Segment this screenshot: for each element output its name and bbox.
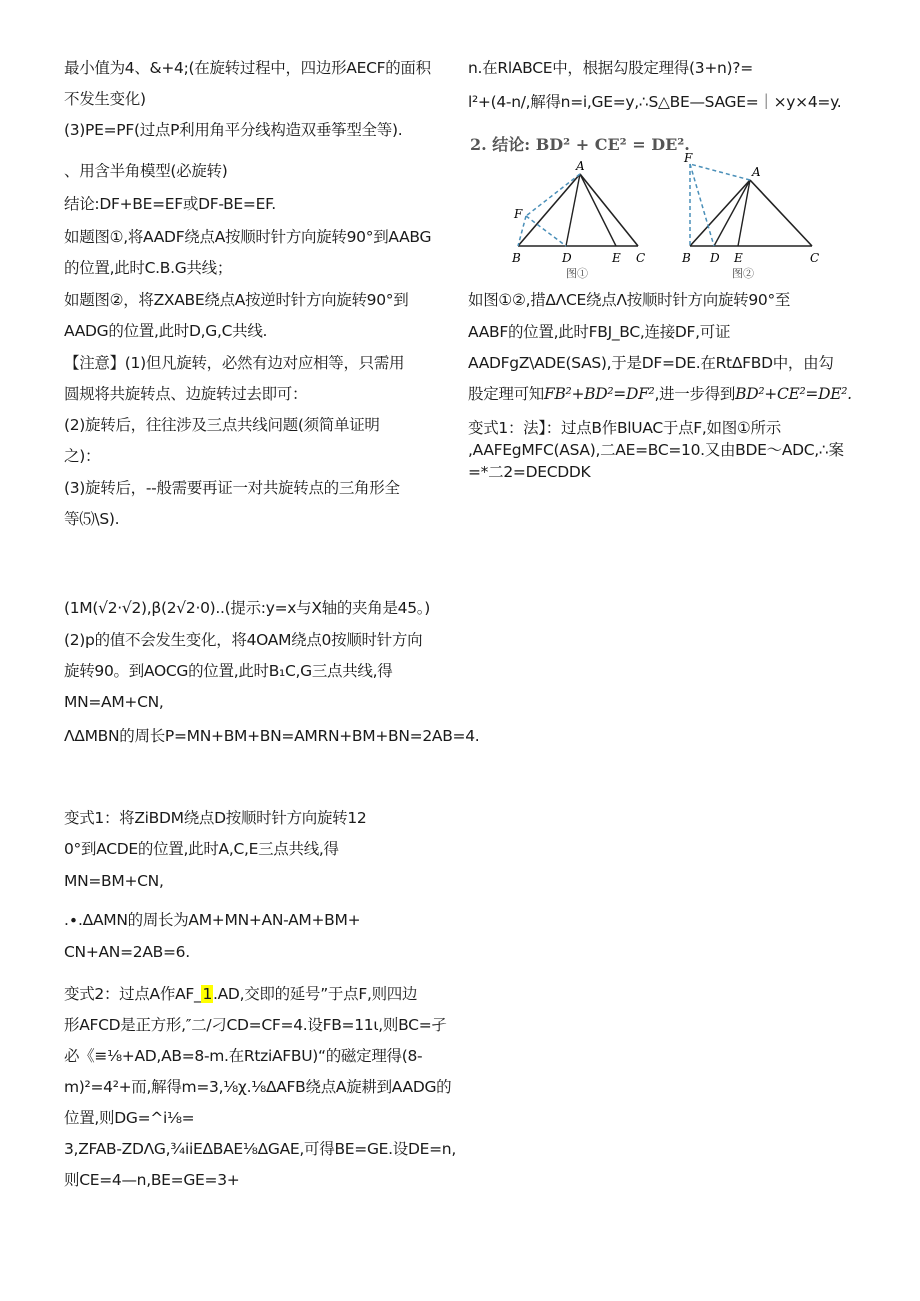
dashed-af bbox=[690, 164, 750, 180]
note-line: 之)： bbox=[64, 447, 101, 465]
point-label: F bbox=[684, 151, 693, 165]
text-line: (1M(√2·√2),β(2√2·0)..(提示:y=x与X轴的夹角是45。) bbox=[64, 599, 430, 617]
point-label: B bbox=[512, 251, 521, 265]
text-line: AABF的位置,此时FBJ_BC,连接DF,可证 bbox=[468, 323, 731, 341]
segment-ae bbox=[580, 174, 616, 246]
text-line: ΛΔMBN的周长P=MN+BM+BN=AMRN+BM+BN=2AB=4. bbox=[64, 727, 480, 745]
formula: BD²+CE²=DE². bbox=[735, 385, 852, 403]
text-segment: ,进一步得到 bbox=[654, 385, 736, 403]
text-segment: .AD,交即的延号”于点F,则四边 bbox=[213, 985, 418, 1003]
point-label: D bbox=[562, 251, 572, 265]
text-line: 变式1：将ZiBDM绕点D按顺时针方向旋转12 bbox=[64, 809, 367, 827]
point-label: B bbox=[682, 251, 691, 265]
figure-heading: 2. 结论: BD² + CE² = DE². bbox=[470, 135, 690, 154]
text-line: (2)p的值不会发生变化，将4OAM绕点0按顺时针方向 bbox=[64, 631, 423, 649]
text-line: 形AFCD是正方形,″二/刁CD=CF=4.设FB=11ι,则BC=孑 bbox=[64, 1016, 447, 1034]
text-line: CN+AN=2AB=6. bbox=[64, 943, 190, 961]
figure-caption: 图② bbox=[732, 267, 754, 280]
text-line: l²+(4-n/,解得n=i,GE=y,∴S△BE—SAGE=｜×y×4=y. bbox=[468, 93, 842, 111]
figure-svg bbox=[468, 128, 824, 280]
text-segment: 股定理可知 bbox=[468, 385, 545, 403]
point-label: F bbox=[514, 207, 523, 221]
text-line: AADFgZ\ADE(SAS),于是DF=DE.在RtΔFBD中，由勾 bbox=[468, 354, 834, 372]
text-line: 如图①②,措ΔΛCE绕点Λ按顺时针方向旋转90°至 bbox=[468, 291, 791, 309]
text-line: AADG的位置,此时D,G,C共线. bbox=[64, 322, 268, 340]
text-line: 的位置,此时C.B.G共线； bbox=[64, 259, 233, 277]
text-line: 结论:DF+BE=EF或DF-BE=EF. bbox=[64, 195, 276, 213]
point-label: E bbox=[612, 251, 621, 265]
formula: FB²+BD²=DF² bbox=[544, 385, 655, 403]
side-ab bbox=[518, 174, 580, 246]
text-line: 位置,则DG=^i⅛= bbox=[64, 1109, 195, 1127]
point-label: C bbox=[636, 251, 646, 265]
section-heading: 、用含半角模型(必旋转) bbox=[64, 162, 228, 180]
text-line: (3)PE=PF(过点P利用角平分线构造双垂筝型全等). bbox=[64, 121, 403, 139]
side-ac bbox=[580, 174, 638, 246]
diagram-2 bbox=[681, 151, 819, 280]
dashed-fd bbox=[526, 216, 566, 246]
text-line: =*二2=DECDDK bbox=[468, 463, 591, 481]
side-ac bbox=[750, 180, 812, 246]
text-line: MN=BM+CN, bbox=[64, 872, 164, 890]
note-line: 【注意】(1)但凡旋转，必然有边对应相等，只需用 bbox=[64, 354, 405, 372]
text-line: n.在RlABCE中，根据勾股定理得(3+n)?= bbox=[468, 59, 753, 77]
diagram-1 bbox=[511, 159, 645, 280]
note-line: (2)旋转后，往往涉及三点共线问题(须简单证明 bbox=[64, 416, 380, 434]
text-line: ,AAFEgMFC(ASA),二AE=BC=10.又由BDE～ADC,∴案 bbox=[468, 441, 844, 459]
text-line: m)²=4²+而,解得m=3,⅛χ.⅛ΔAFB绕点A旋耕到AADG的 bbox=[64, 1078, 452, 1096]
text-line: MN=AM+CN, bbox=[64, 693, 164, 711]
text-line: .∙.ΔAMN的周长为AM+MN+AN-AM+BM+ bbox=[64, 911, 361, 929]
text-line: 旋转90。到AOCG的位置,此时B₁C,G三点共线,得 bbox=[64, 662, 393, 680]
point-label: A bbox=[752, 165, 761, 179]
text-line: 最小值为4、&+4;(在旋转过程中，四边形AECF的面积 bbox=[64, 59, 431, 77]
geometry-figure bbox=[468, 128, 824, 280]
figure-caption: 图① bbox=[566, 267, 588, 280]
note-line: (3)旋转后，--般需要再证一对共旋转点的三角形全 bbox=[64, 479, 400, 497]
note-line: 圆规将共旋转点、边旋转过去即可： bbox=[64, 385, 308, 403]
point-label: C bbox=[810, 251, 820, 265]
text-line: 变式1：法】：过点B作BlUAC于点F,如图①所示 bbox=[468, 419, 781, 437]
text-line: 不发生变化) bbox=[64, 90, 146, 108]
dashed-af bbox=[526, 174, 580, 216]
segment-ad bbox=[566, 174, 580, 246]
text-line: 则CE=4—n,BE=GE=3+ bbox=[64, 1171, 240, 1189]
text-line: 0°到ACDE的位置,此时A,C,E三点共线,得 bbox=[64, 840, 339, 858]
text-line: 如题图②，将ZXABE绕点A按逆时针方向旋转90°到 bbox=[64, 291, 409, 309]
note-line: 等⑸\S). bbox=[64, 510, 120, 528]
point-label: D bbox=[710, 251, 720, 265]
text-segment: 变式2：过点A作AF_ bbox=[64, 985, 202, 1003]
text-line: 如题图①,将AADF绕点A按顺时针方向旋转90°到AABG bbox=[64, 228, 432, 246]
highlighted-text: 1 bbox=[202, 985, 212, 1003]
text-line: 3,ZFAB-ZDΛG,¾iiEΔBAE⅛ΔGAE,可得BE=GE.设DE=n, bbox=[64, 1140, 456, 1158]
text-line bbox=[468, 384, 852, 404]
point-label: A bbox=[576, 159, 585, 173]
text-line bbox=[64, 984, 417, 1004]
point-label: E bbox=[734, 251, 743, 265]
text-line: 必《≡⅛+AD,AB=8-m.在RtziAFBU)“的磁定理得(8- bbox=[64, 1047, 423, 1065]
